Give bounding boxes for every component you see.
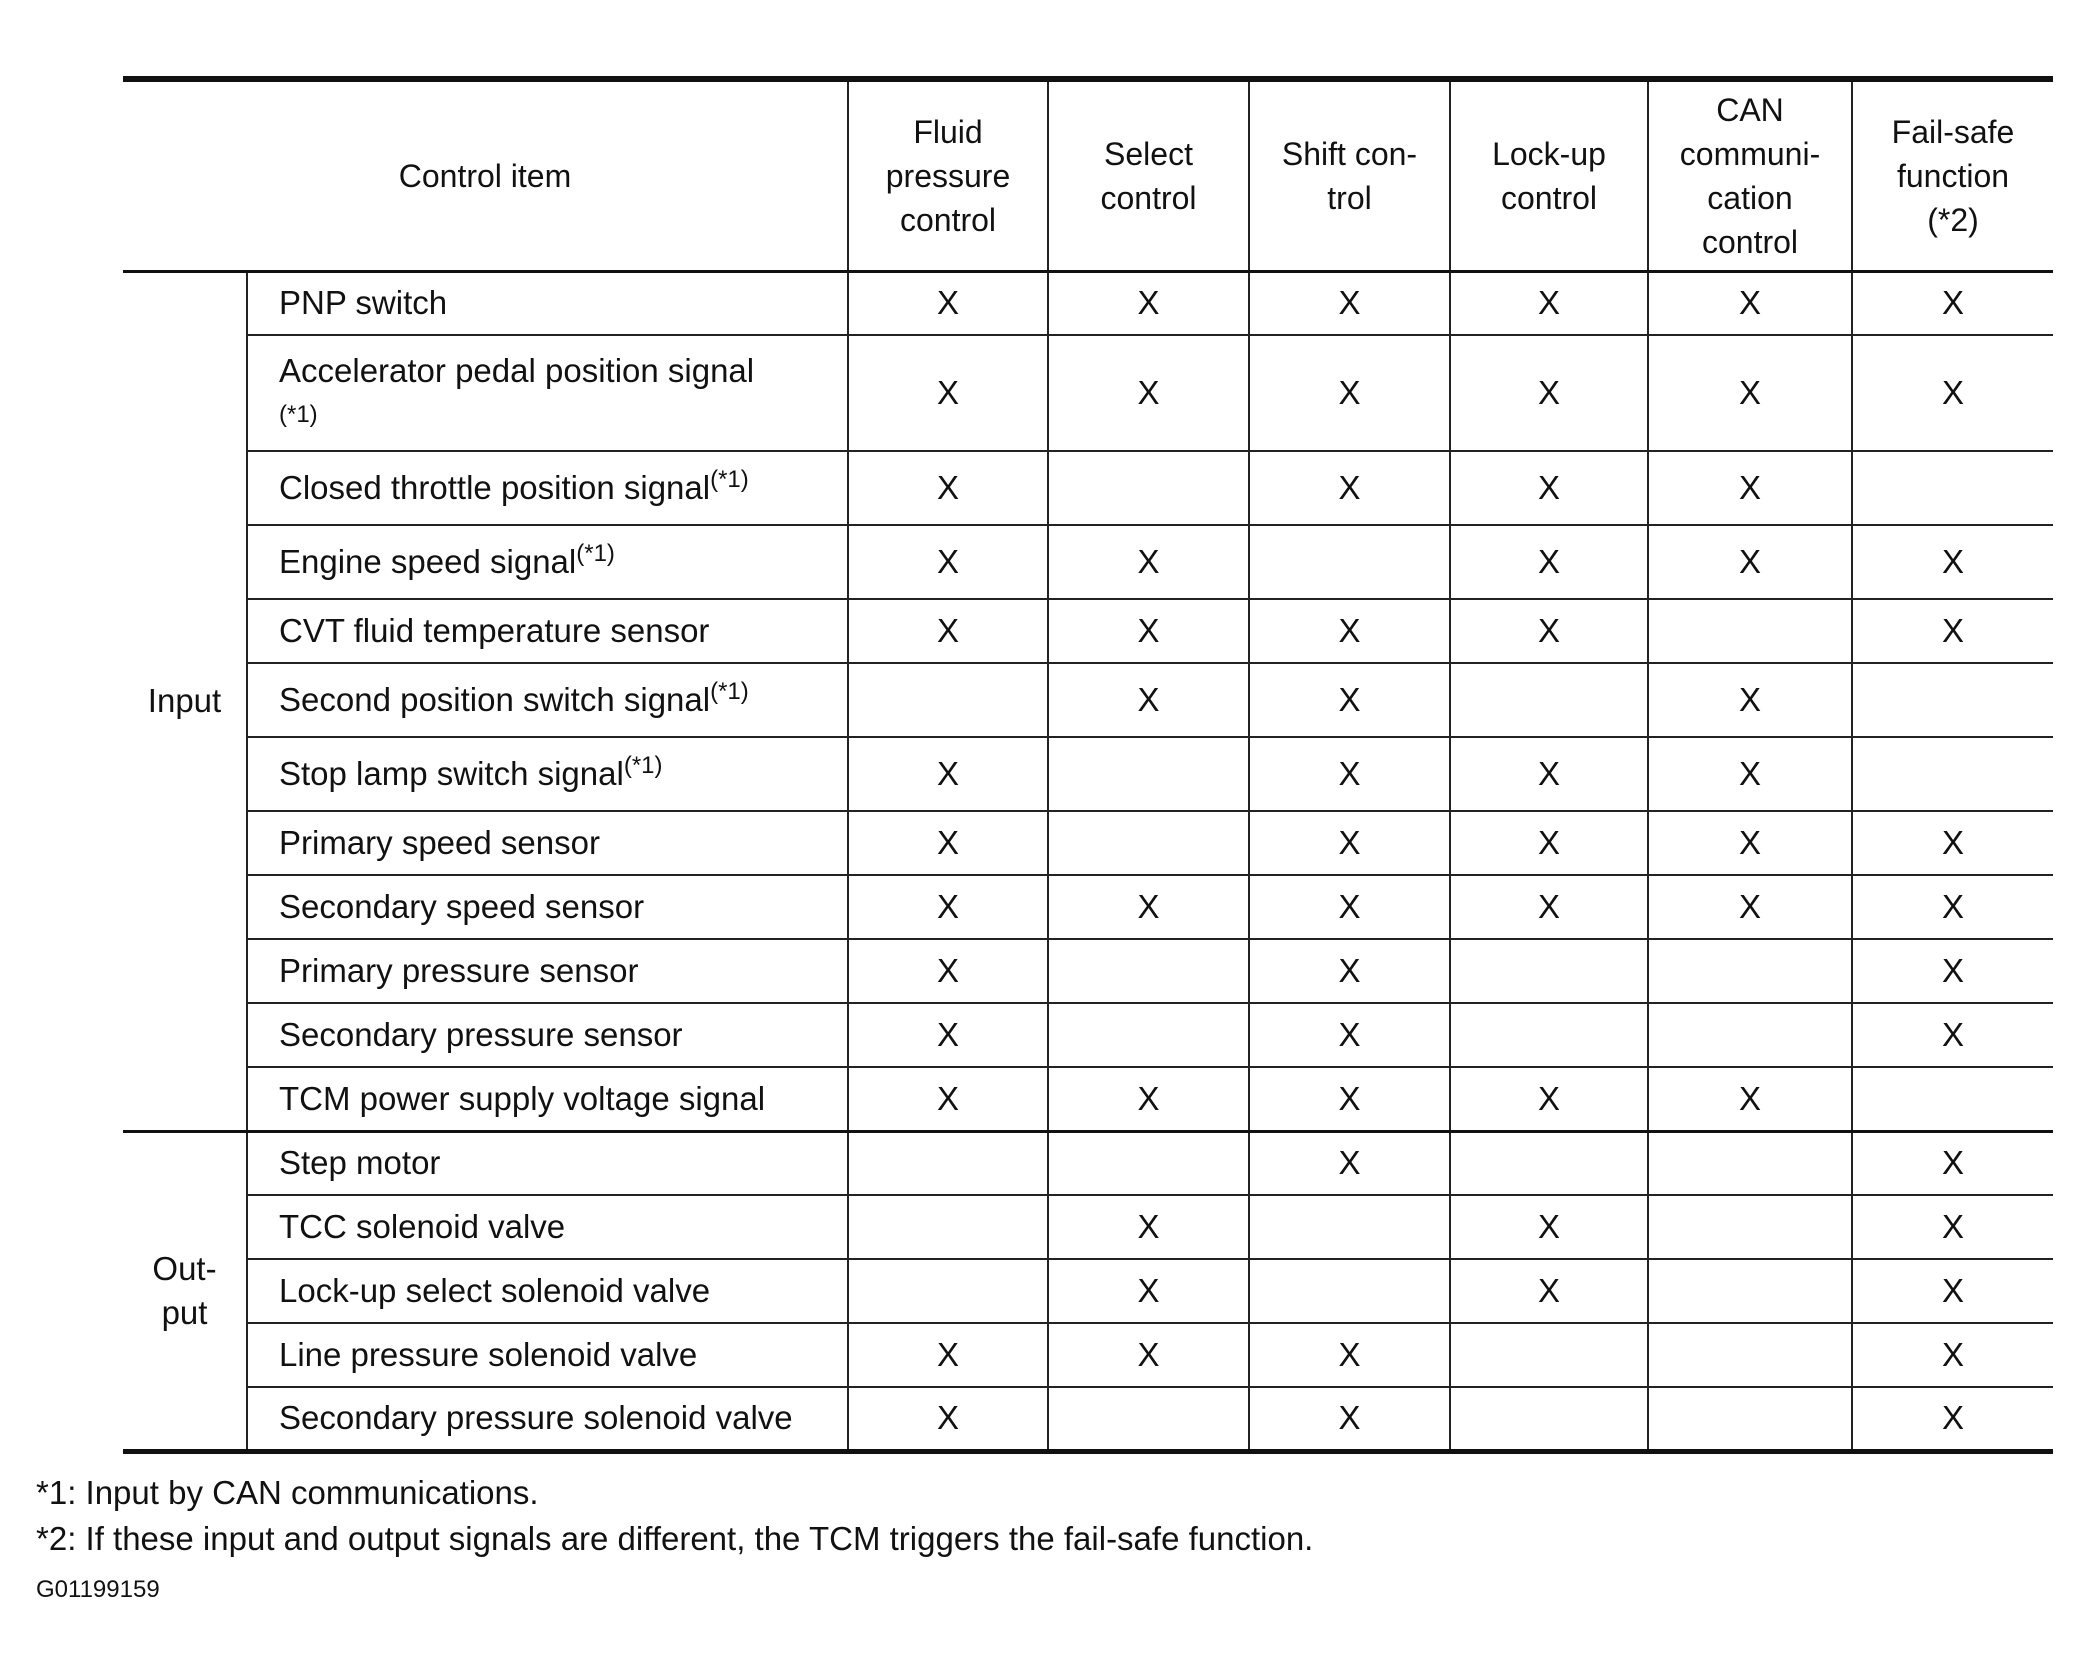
mark-cell: X xyxy=(848,1387,1048,1451)
column-header-3 xyxy=(1450,79,1648,271)
control-item-cell xyxy=(247,1195,848,1259)
mark-cell: X xyxy=(1249,599,1450,663)
column-header-5 xyxy=(1852,79,2053,271)
group-label-line: put xyxy=(161,1293,208,1331)
mark-cell: X xyxy=(848,1323,1048,1387)
mark-cell: X xyxy=(848,811,1048,875)
table-row xyxy=(123,737,2053,811)
mark-cell xyxy=(1048,1003,1249,1067)
mark-cell: X xyxy=(1048,1195,1249,1259)
mark-cell: X xyxy=(1249,1003,1450,1067)
control-item-label: Engine speed signal xyxy=(279,543,577,580)
control-item-cell xyxy=(247,1131,848,1195)
column-header-line: Fail-safe xyxy=(1891,113,2015,150)
mark-cell: X xyxy=(1249,271,1450,335)
control-item-cell xyxy=(247,451,848,525)
mark-cell: X xyxy=(1450,525,1648,599)
mark-cell xyxy=(1249,1259,1450,1323)
mark-cell: X xyxy=(1450,1195,1648,1259)
table-body xyxy=(123,271,2053,1451)
column-header-line: trol xyxy=(1327,179,1372,216)
control-item-cell xyxy=(247,1067,848,1131)
table-row xyxy=(123,663,2053,737)
table-row xyxy=(123,875,2053,939)
mark-cell: X xyxy=(1249,451,1450,525)
mark-cell xyxy=(1648,1387,1852,1451)
mark-cell: X xyxy=(1648,271,1852,335)
control-item-label: Accelerator pedal position signal xyxy=(279,352,755,389)
mark-cell: X xyxy=(1852,335,2053,451)
mark-cell xyxy=(1648,939,1852,1003)
control-item-cell xyxy=(247,737,848,811)
mark-cell: X xyxy=(1648,737,1852,811)
control-item-label: Closed throttle position signal xyxy=(279,469,711,506)
control-item-label: TCC solenoid valve xyxy=(279,1208,566,1245)
column-header-0 xyxy=(848,79,1048,271)
control-item-header: Control item xyxy=(123,79,848,271)
mark-cell xyxy=(848,1259,1048,1323)
mark-cell xyxy=(1450,939,1648,1003)
footnote-reference: (*1) xyxy=(576,540,615,567)
group-label-1 xyxy=(123,1131,247,1451)
mark-cell xyxy=(1648,1195,1852,1259)
table-row xyxy=(123,1067,2053,1131)
mark-cell: X xyxy=(1048,875,1249,939)
mark-cell: X xyxy=(1048,1067,1249,1131)
control-item-cell xyxy=(247,1387,848,1451)
mark-cell: X xyxy=(1450,875,1648,939)
header-row xyxy=(123,79,2053,271)
mark-cell: X xyxy=(1852,939,2053,1003)
control-item-label: Second position switch signal xyxy=(279,681,711,718)
footnote-reference: (*1) xyxy=(710,678,749,705)
mark-cell: X xyxy=(848,599,1048,663)
control-item-label: CVT fluid temperature sensor xyxy=(279,612,710,649)
footnote-reference: (*1) xyxy=(279,401,318,428)
table-row xyxy=(123,451,2053,525)
column-header-line: Select xyxy=(1104,135,1193,172)
control-item-cell xyxy=(247,525,848,599)
mark-cell: X xyxy=(848,939,1048,1003)
table-row xyxy=(123,335,2053,451)
table-row xyxy=(123,811,2053,875)
mark-cell: X xyxy=(1852,875,2053,939)
table-row xyxy=(123,1259,2053,1323)
mark-cell xyxy=(1048,451,1249,525)
mark-cell xyxy=(1450,663,1648,737)
table-row xyxy=(123,939,2053,1003)
column-header-line: Fluid xyxy=(913,113,983,150)
control-item-label: Lock-up select solenoid valve xyxy=(279,1272,711,1309)
mark-cell: X xyxy=(1852,271,2053,335)
mark-cell: X xyxy=(1648,811,1852,875)
mark-cell xyxy=(1048,737,1249,811)
column-header-2 xyxy=(1249,79,1450,271)
mark-cell: X xyxy=(1450,1067,1648,1131)
mark-cell: X xyxy=(848,525,1048,599)
footnote-reference: (*1) xyxy=(710,466,749,493)
control-item-label: Primary speed sensor xyxy=(279,824,600,861)
table-row xyxy=(123,271,2053,335)
mark-cell xyxy=(1048,939,1249,1003)
mark-cell xyxy=(1048,1131,1249,1195)
control-item-cell xyxy=(247,271,848,335)
control-item-label: Secondary pressure solenoid valve xyxy=(279,1399,793,1437)
group-label-line: Input xyxy=(147,682,222,719)
group-label-0 xyxy=(123,271,247,1131)
mark-cell xyxy=(1249,525,1450,599)
mark-cell xyxy=(1852,737,2053,811)
mark-cell xyxy=(1450,1323,1648,1387)
mark-cell: X xyxy=(1048,1259,1249,1323)
mark-cell: X xyxy=(1249,875,1450,939)
mark-cell: X xyxy=(1852,1003,2053,1067)
table-row xyxy=(123,525,2053,599)
column-header-line: cation xyxy=(1707,179,1793,216)
mark-cell: X xyxy=(1852,1195,2053,1259)
mark-cell: X xyxy=(848,875,1048,939)
mark-cell: X xyxy=(1852,1387,2053,1451)
mark-cell xyxy=(1852,1067,2053,1131)
mark-cell: X xyxy=(848,271,1048,335)
control-item-label: Secondary speed sensor xyxy=(279,888,645,925)
mark-cell: X xyxy=(1048,1323,1249,1387)
mark-cell: X xyxy=(1852,811,2053,875)
mark-cell xyxy=(1648,1323,1852,1387)
mark-cell: X xyxy=(1450,599,1648,663)
control-item-cell xyxy=(247,1259,848,1323)
mark-cell: X xyxy=(1249,737,1450,811)
table-row xyxy=(123,599,2053,663)
mark-cell: X xyxy=(848,335,1048,451)
footnote-2: *2: If these input and output signals are different, the TCM triggers the fail-safe function. xyxy=(36,1520,1314,1557)
mark-cell xyxy=(1852,663,2053,737)
mark-cell: X xyxy=(1249,811,1450,875)
control-item-label: Primary pressure sensor xyxy=(279,952,639,989)
footnote-reference: (*1) xyxy=(623,752,663,779)
group-label-line: Out- xyxy=(152,1249,217,1287)
mark-cell xyxy=(1249,1195,1450,1259)
control-item-cell xyxy=(247,811,848,875)
table-row xyxy=(123,1323,2053,1387)
control-item-table xyxy=(123,76,2053,1454)
mark-cell xyxy=(1648,1003,1852,1067)
mark-cell: X xyxy=(1048,663,1249,737)
mark-cell: X xyxy=(1648,875,1852,939)
column-header-line: control xyxy=(1100,179,1197,216)
mark-cell: X xyxy=(848,1067,1048,1131)
control-item-cell xyxy=(247,599,848,663)
mark-cell: X xyxy=(1648,663,1852,737)
mark-cell: X xyxy=(1450,335,1648,451)
column-header-line: control xyxy=(1500,179,1598,216)
column-header-line: Lock-up xyxy=(1492,135,1606,172)
control-item-cell xyxy=(247,335,848,451)
mark-cell: X xyxy=(848,737,1048,811)
mark-cell: X xyxy=(1249,1131,1450,1195)
mark-cell: X xyxy=(1249,335,1450,451)
mark-cell xyxy=(1648,599,1852,663)
column-header-line: control xyxy=(899,201,997,238)
mark-cell xyxy=(1852,451,2053,525)
mark-cell xyxy=(848,1131,1048,1195)
column-header-line: Shift con- xyxy=(1281,135,1418,172)
mark-cell: X xyxy=(1048,525,1249,599)
mark-cell xyxy=(848,1195,1048,1259)
mark-cell: X xyxy=(1852,525,2053,599)
mark-cell: X xyxy=(1648,451,1852,525)
control-item-cell xyxy=(247,1003,848,1067)
mark-cell: X xyxy=(1648,525,1852,599)
mark-cell: X xyxy=(1648,1067,1852,1131)
mark-cell: X xyxy=(1852,1259,2053,1323)
table-row xyxy=(123,1003,2053,1067)
column-header-line: communi- xyxy=(1679,135,1821,172)
mark-cell: X xyxy=(1048,599,1249,663)
control-item-label: Stop lamp switch signal xyxy=(279,755,624,792)
mark-cell xyxy=(1648,1259,1852,1323)
mark-cell: X xyxy=(1450,737,1648,811)
mark-cell: X xyxy=(1450,1259,1648,1323)
mark-cell xyxy=(1648,1131,1852,1195)
mark-cell xyxy=(848,663,1048,737)
table-row xyxy=(123,1387,2053,1451)
mark-cell: X xyxy=(1450,811,1648,875)
mark-cell: X xyxy=(1249,1067,1450,1131)
mark-cell: X xyxy=(1249,1387,1450,1451)
mark-cell xyxy=(1450,1387,1648,1451)
mark-cell: X xyxy=(848,1003,1048,1067)
column-header-4 xyxy=(1648,79,1852,271)
control-item-label: Line pressure solenoid valve xyxy=(279,1336,698,1373)
mark-cell: X xyxy=(1852,1131,2053,1195)
control-item-label: TCM power supply voltage signal xyxy=(279,1079,766,1117)
mark-cell xyxy=(1450,1003,1648,1067)
control-item-label: Secondary pressure sensor xyxy=(279,1016,683,1053)
mark-cell: X xyxy=(1048,335,1249,451)
mark-cell: X xyxy=(1048,271,1249,335)
control-item-cell xyxy=(247,663,848,737)
control-item-cell xyxy=(247,1323,848,1387)
mark-cell: X xyxy=(1249,939,1450,1003)
control-item-label: PNP switch xyxy=(279,284,448,322)
table-row xyxy=(123,1195,2053,1259)
column-header-line: control xyxy=(1701,223,1799,260)
mark-cell: X xyxy=(1852,599,2053,663)
control-item-cell xyxy=(247,939,848,1003)
mark-cell: X xyxy=(848,451,1048,525)
column-header-line: function xyxy=(1896,157,2010,194)
column-header-1 xyxy=(1048,79,1249,271)
mark-cell xyxy=(1048,811,1249,875)
table-row xyxy=(123,1131,2053,1195)
mark-cell: X xyxy=(1249,663,1450,737)
column-header-line: CAN xyxy=(1716,91,1784,128)
column-header-line: (*2) xyxy=(1927,201,1979,238)
mark-cell: X xyxy=(1249,1323,1450,1387)
column-header-line: pressure xyxy=(885,157,1011,194)
figure-code: G01199159 xyxy=(36,1576,160,1603)
mark-cell: X xyxy=(1648,335,1852,451)
mark-cell: X xyxy=(1450,451,1648,525)
mark-cell: X xyxy=(1450,271,1648,335)
control-item-cell xyxy=(247,875,848,939)
footnote-1: *1: Input by CAN communications. xyxy=(36,1474,539,1511)
control-item-label: Step motor xyxy=(279,1144,441,1182)
mark-cell xyxy=(1048,1387,1249,1451)
mark-cell xyxy=(1450,1131,1648,1195)
mark-cell: X xyxy=(1852,1323,2053,1387)
